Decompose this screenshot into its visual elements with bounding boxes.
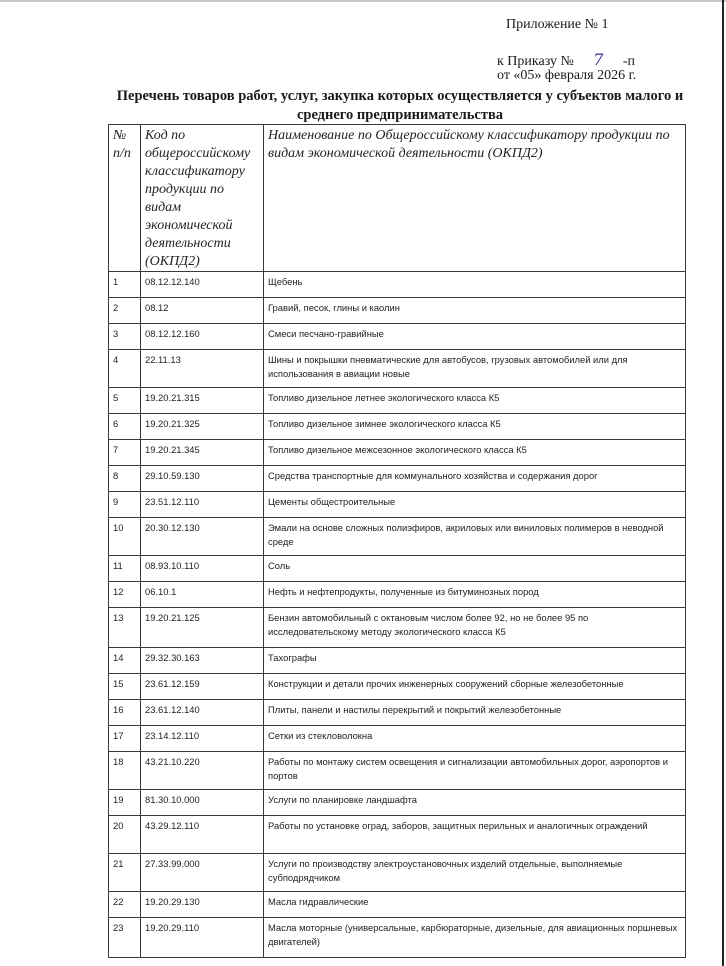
column-header-name: Наименование по Общероссийскому классификатору продукции по видам экономической деятельности (ОКПД2) [264,125,686,272]
table-row [109,648,686,674]
row-number: 17 [109,726,141,752]
item-name: Плиты, панели и настилы перекрытий и покрытий железобетонные [264,700,686,726]
item-name: Щебень [264,272,686,298]
table-row [109,272,686,298]
table-row [109,608,686,648]
okpd2-code: 08.93.10.110 [141,556,264,582]
okpd2-code: 27.33.99.000 [141,854,264,892]
column-header-number: № п/п [109,125,141,272]
table-row [109,700,686,726]
row-number: 2 [109,298,141,324]
table-row [109,892,686,918]
column-header-code: Код по общероссийскому классификатору продукции по видам экономической деятельности (ОКПД2) [141,125,264,272]
item-name: Услуги по производству электроустановочных изделий отдельные, выполняемые субподрядчиком [264,854,686,892]
row-number: 1 [109,272,141,298]
item-name: Топливо дизельное межсезонное экологического класса К5 [264,440,686,466]
okpd2-code: 23.61.12.159 [141,674,264,700]
item-name: Бензин автомобильный с октановым числом более 92, но не более 95 по исследовательскому методу экологического класса К5 [264,608,686,648]
okpd2-code: 19.20.29.130 [141,892,264,918]
item-name: Гравий, песок, глины и каолин [264,298,686,324]
item-name: Работы по монтажу систем освещения и сигнализации автомобильных дорог, аэропортов и портов [264,752,686,790]
table-row [109,518,686,556]
okpd2-code: 19.20.21.125 [141,608,264,648]
okpd2-code: 23.51.12.110 [141,492,264,518]
order-suffix: -п [622,54,635,69]
row-number: 18 [109,752,141,790]
okpd2-code: 29.32.30.163 [141,648,264,674]
row-number: 12 [109,582,141,608]
item-name: Средства транспортные для коммунального хозяйства и содержания дорог [264,466,686,492]
item-name: Цементы общестроительные [264,492,686,518]
order-date: от «05» февраля 2026 г. [497,68,637,83]
table-row [109,350,686,388]
okpd2-code: 08.12.12.140 [141,272,264,298]
row-number: 10 [109,518,141,556]
table-row [109,298,686,324]
row-number: 16 [109,700,141,726]
table-row [109,752,686,790]
okpd2-code: 29.10.59.130 [141,466,264,492]
handwritten-order-number: 7 [593,50,604,69]
okpd2-code: 06.10.1 [141,582,264,608]
okpd2-code: 43.29.12.110 [141,816,264,854]
okpd2-code: 19.20.29.110 [141,918,264,958]
page-right-edge [722,0,724,966]
item-name: Масла моторные (универсальные, карбюраторные, дизельные, для авиационных поршневых двигателей) [264,918,686,958]
table-row [109,388,686,414]
row-number: 15 [109,674,141,700]
item-name: Шины и покрышки пневматические для автобусов, грузовых автомобилей или для использования в авиации новые [264,350,686,388]
row-number: 5 [109,388,141,414]
row-number: 3 [109,324,141,350]
item-name: Смеси песчано-гравийные [264,324,686,350]
row-number: 20 [109,816,141,854]
item-name: Сетки из стекловолокна [264,726,686,752]
okpd2-code: 08.12.12.160 [141,324,264,350]
okpd2-code: 23.14.12.110 [141,726,264,752]
item-name: Тахографы [264,648,686,674]
row-number: 23 [109,918,141,958]
okpd2-code: 81.30.10.000 [141,790,264,816]
okpd2-code: 19.20.21.325 [141,414,264,440]
row-number: 8 [109,466,141,492]
table-row [109,854,686,892]
table-row [109,726,686,752]
row-number: 11 [109,556,141,582]
row-number: 4 [109,350,141,388]
okpd2-code: 22.11.13 [141,350,264,388]
order-reference [497,50,635,70]
okpd2-code: 20.30.12.130 [141,518,264,556]
okpd2-code: 23.61.12.140 [141,700,264,726]
row-number: 22 [109,892,141,918]
table-row [109,466,686,492]
row-number: 13 [109,608,141,648]
table-row [109,674,686,700]
item-name: Топливо дизельное летнее экологического класса К5 [264,388,686,414]
item-name: Соль [264,556,686,582]
page-top-border [0,0,726,2]
item-name: Эмали на основе сложных полиэфиров, акриловых или виниловых полимеров в неводной среде [264,518,686,556]
table-header-row [109,125,686,272]
item-name: Услуги по планировке ландшафта [264,790,686,816]
table-row [109,582,686,608]
table-row [109,492,686,518]
row-number: 7 [109,440,141,466]
okpd2-code: 19.20.21.315 [141,388,264,414]
table-row [109,790,686,816]
annex-label: Приложение № 1 [506,17,609,32]
row-number: 19 [109,790,141,816]
row-number: 9 [109,492,141,518]
item-name: Работы по установке оград, заборов, защитных перильных и аналогичных ограждений [264,816,686,854]
row-number: 21 [109,854,141,892]
item-name: Конструкции и детали прочих инженерных сооружений сборные железобетонные [264,674,686,700]
goods-services-table [108,124,686,958]
row-number: 6 [109,414,141,440]
table-row [109,324,686,350]
table-row [109,556,686,582]
okpd2-code: 19.20.21.345 [141,440,264,466]
item-name: Нефть и нефтепродукты, полученные из битуминозных пород [264,582,686,608]
row-number: 14 [109,648,141,674]
table-row [109,816,686,854]
table-row [109,918,686,958]
order-prefix: к Приказу № [497,54,574,69]
item-name: Масла гидравлические [264,892,686,918]
table-row [109,414,686,440]
okpd2-code: 08.12 [141,298,264,324]
document-title: Перечень товаров работ, услуг, закупка которых осуществляется у субъектов малого и среднего предпринимательства [116,88,684,123]
okpd2-code: 43.21.10.220 [141,752,264,790]
item-name: Топливо дизельное зимнее экологического класса К5 [264,414,686,440]
table-row [109,440,686,466]
